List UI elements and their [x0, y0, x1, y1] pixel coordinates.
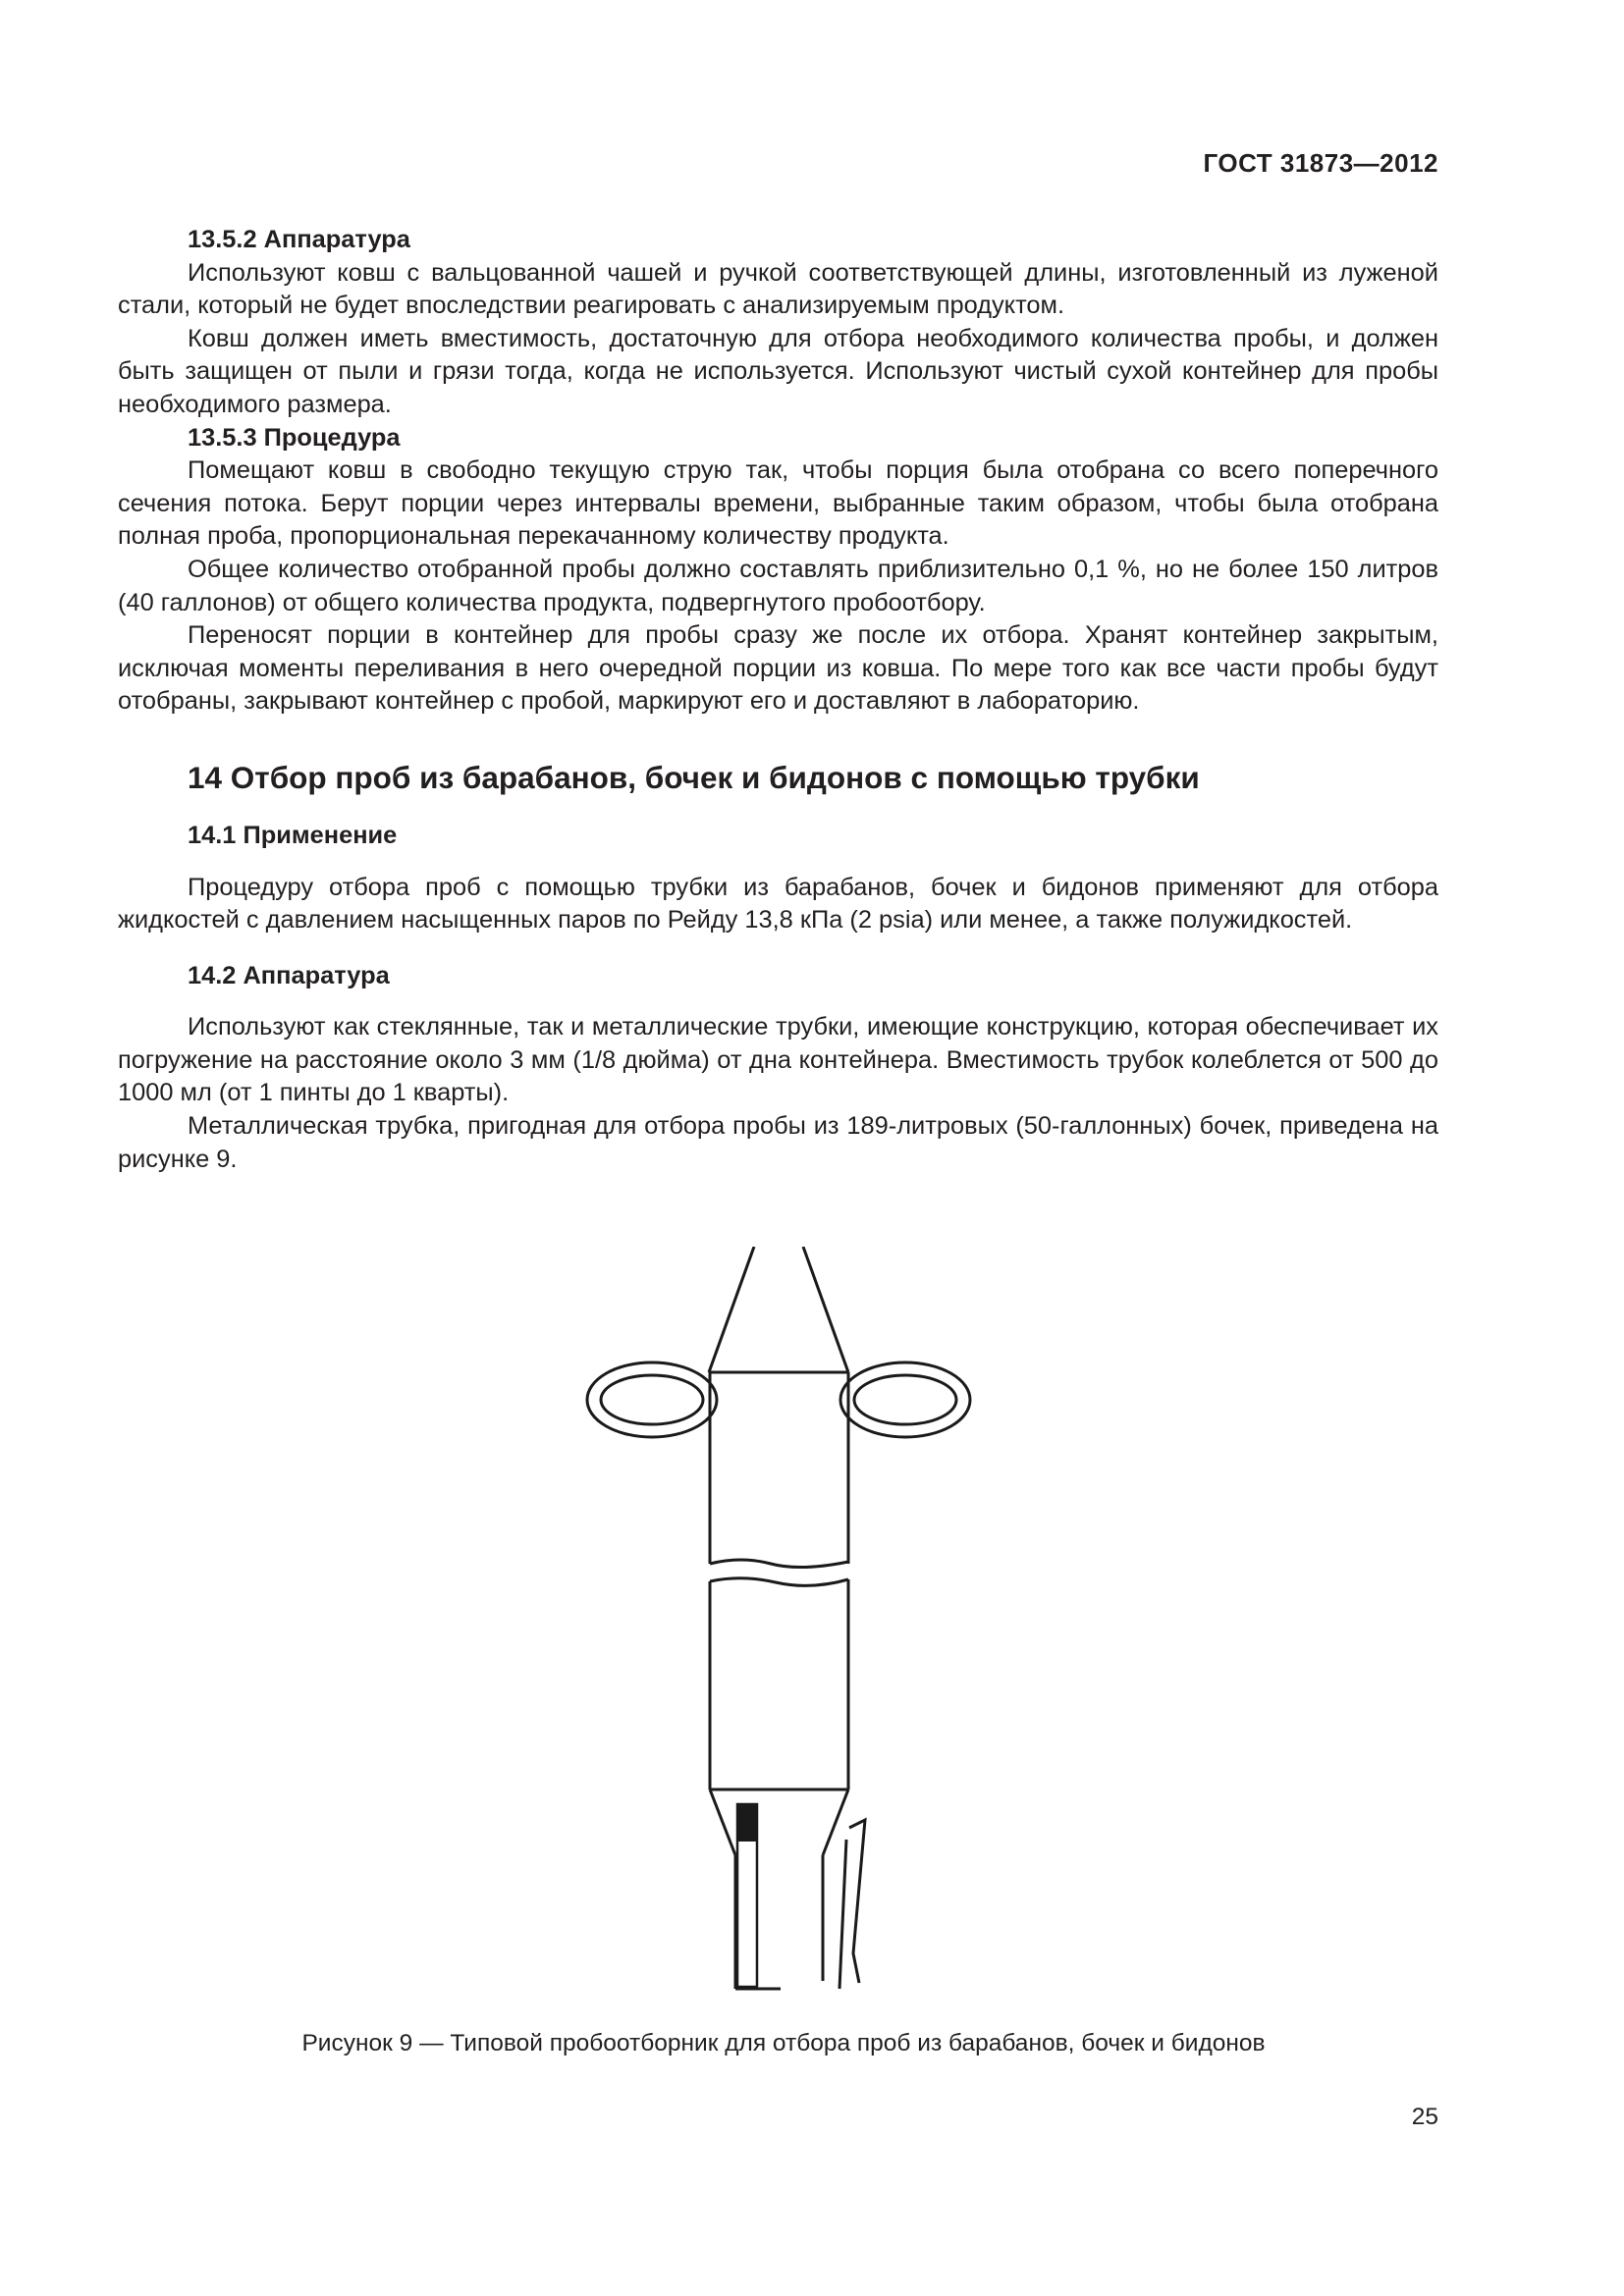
neck-left-line — [709, 1247, 754, 1372]
side-lever-outer — [849, 1820, 865, 1983]
valve-plug — [737, 1804, 757, 1842]
nozzle-right-taper — [823, 1789, 848, 1855]
nozzle-left-taper — [710, 1789, 735, 1855]
upper-break-line — [710, 1560, 848, 1568]
side-lever-inner — [839, 1840, 846, 1989]
neck-right-line — [803, 1247, 848, 1372]
page-number: 25 — [1411, 2104, 1438, 2130]
paragraph-14-1-1: Процедуру отбора проб с помощью трубки из барабанов, бочек и бидонов применяют для отбора жидкостей с давлением насыщенных паров по Рейду 13,8 кПа (2 psia) или менее, а также полужидкостей. — [118, 873, 1438, 934]
subsection-title-14-1: 14.1 Применение — [188, 821, 398, 849]
subsection-title-14-2: 14.2 Аппаратура — [188, 961, 390, 989]
spacer — [118, 937, 1438, 960]
section-title-14: 14 Отбор проб из барабанов, бочек и бидонов с помощью трубки — [188, 759, 1200, 795]
spacer — [118, 719, 1438, 758]
paragraph-13-5-2-2: Ковш должен иметь вместимость, достаточную для отбора необходимого количества пробы, и должен быть защищен от пыли и грязи тогда, когда не используется. Используют чистый сухой контейнер для пробы необходимого размера. — [118, 324, 1438, 418]
sampler-tube-svg — [574, 1247, 987, 1993]
paragraph-13-5-3-2: Общее количество отобранной пробы должно составлять приблизительно 0,1 %, но не более 150 литров (40 галлонов) от общего количества продукта, подвергнутого пробоотбору. — [118, 555, 1438, 616]
page-content — [118, 224, 1438, 1176]
spacer — [118, 992, 1438, 1011]
figure-9-sampler-drawing — [574, 1247, 987, 1993]
paragraph-13-5-3-1: Помещают ковш в свободно текущую струю так, чтобы порция была отобрана со всего поперечного сечения потока. Берут порции через интервалы времени, выбранные таким образом, чтобы была отобрана полная проба, пропорциональная перекачанному количеству продукта. — [118, 456, 1438, 551]
document-header: ГОСТ 31873—2012 — [1203, 148, 1438, 178]
spacer — [118, 797, 1438, 820]
paragraph-14-2-2: Металлическая трубка, пригодная для отбора пробы из 189-литровых (50-галлонных) бочек, приведена на рисунке 9. — [118, 1112, 1438, 1173]
left-handle-outer — [587, 1362, 717, 1437]
subsection-title-13-5-3: 13.5.3 Процедура — [188, 423, 401, 452]
paragraph-13-5-2-1: Используют ковш с вальцованной чашей и ручкой соответствующей длины, изготовленный из луженой стали, который не будет впоследствии реагировать с анализируемым продуктом. — [118, 258, 1438, 320]
spacer — [118, 853, 1438, 872]
paragraph-14-2-1: Используют как стеклянные, так и металлические трубки, имеющие конструкцию, которая обеспечивает их погружение на расстояние около 3 мм (1/8 дюйма) от дна контейнера. Вместимость трубок колеблется от 500 до 1000 мл (от 1 пинты до 1 кварты). — [118, 1013, 1438, 1107]
left-handle-inner — [601, 1375, 703, 1424]
figure-caption: Рисунок 9 — Типовой пробоотборник для отбора проб из барабанов, бочек и бидонов — [301, 2030, 1266, 2056]
subsection-title-13-5-2: 13.5.2 Аппаратура — [188, 226, 410, 253]
lower-break-line — [710, 1578, 848, 1586]
right-handle-inner — [854, 1375, 956, 1424]
right-handle-outer — [840, 1362, 970, 1437]
paragraph-13-5-3-3: Переносят порции в контейнер для пробы сразу же после их отбора. Хранят контейнер закрытым, исключая моменты переливания в него очередной порции из ковша. По мере того как все части пробы будут отобраны, закрывают контейнер с пробой, маркируют его и доставляют в лабораторию. — [118, 621, 1438, 716]
